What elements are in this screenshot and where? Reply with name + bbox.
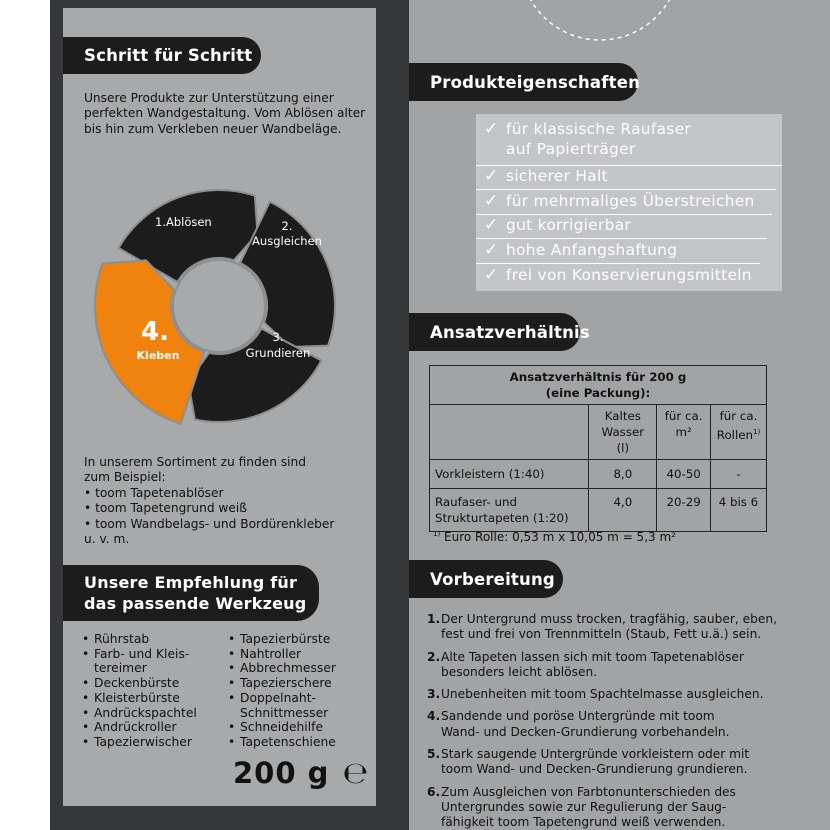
ratio-heading	[409, 313, 590, 351]
intro-line: Unsere Produkte zur Unterstützung einer	[84, 91, 334, 105]
tool-item: Schnittmesser	[240, 705, 329, 720]
tools-heading-line: Unsere Empfehlung für	[84, 573, 298, 592]
dashed-circle-decoration	[500, 0, 700, 50]
sortiment-text	[84, 455, 334, 547]
tools-list-left	[82, 632, 197, 750]
cycle-step4-label: Kleben	[136, 349, 180, 362]
property-item: ✓ hohe Anfangshaftung	[484, 240, 678, 260]
ratio-heading-text: Ansatzverhältnis	[430, 322, 590, 342]
intro-line: perfekten Wandgestaltung. Vom Ablösen alter	[84, 106, 366, 121]
tool-item: • Tapetenschiene	[228, 734, 336, 749]
tool-item: • Rührstab	[82, 632, 150, 646]
prep-step: 1. Der Untergrund muss trocken, tragfähig, sauber, eben, fest und frei von Trennmitteln (Staub, Fett u.ä.) sein.	[427, 612, 777, 642]
prep-heading	[409, 560, 563, 598]
prep-heading-text: Vorbereitung	[430, 569, 555, 589]
net-weight-value: 200 g	[233, 756, 330, 790]
property-divider	[476, 189, 776, 190]
estimated-sign-icon: ℮	[342, 756, 370, 791]
intro-text	[84, 91, 365, 137]
tool-item: • Andrückspachtel	[82, 705, 197, 720]
property-item: ✓ frei von Konservierungsmitteln	[484, 265, 752, 285]
step-heading-text: Schritt für Schritt	[84, 46, 253, 65]
property-divider	[476, 263, 760, 264]
props-heading	[409, 63, 641, 101]
table-header-empty	[430, 405, 589, 460]
cycle-step2-number: 2.	[281, 219, 293, 233]
step-heading	[63, 37, 261, 74]
cycle-step1-label: 1.Ablösen	[155, 215, 212, 229]
table-header-water: Kaltes Wasser (l)	[589, 405, 657, 460]
process-cycle-diagram	[88, 180, 350, 432]
sortiment-line: In unserem Sortiment zu finden sind	[84, 455, 307, 469]
prep-steps	[427, 612, 787, 830]
check-icon: ✓	[484, 215, 499, 235]
cycle-center	[173, 260, 265, 352]
net-weight	[233, 756, 369, 791]
left-margin	[0, 0, 50, 830]
property-item: ✓ sicherer Halt	[484, 166, 608, 186]
tool-item: • Tapezierwischer	[82, 734, 192, 749]
property-divider	[476, 238, 766, 239]
tools-heading	[63, 565, 319, 621]
cycle-step3-label: Grundieren	[245, 346, 311, 360]
tool-item: • Schneidehilfe	[228, 720, 324, 735]
tools-heading-line: das passende Werkzeug	[84, 594, 307, 613]
prep-step: 6. Zum Ausgleichen von Farbtonunterschieden des Untergrundes sowie zur Regulierung der Saug- fähigkeit toom Tapetengrund weiß verwenden.	[427, 784, 736, 830]
tool-item: tereimer	[94, 661, 147, 676]
tool-item: • Doppelnaht-	[228, 690, 316, 705]
sortiment-line: • toom Tapetengrund weiß	[84, 501, 247, 516]
check-icon: ✓	[484, 265, 499, 285]
tool-item: • Kleisterbürste	[82, 690, 180, 705]
table-row: Vorkleistern (1:40) 8,0 40-50 -	[430, 460, 767, 489]
tool-item: • Tapezierbürste	[228, 632, 331, 646]
cycle-step4-number: 4.	[141, 317, 169, 347]
check-icon: ✓	[484, 119, 499, 139]
props-heading-text: Produkteigenschaften	[430, 72, 641, 92]
cycle-step3-number: 3.	[272, 330, 284, 344]
ratio-table	[429, 365, 767, 532]
tools-list-right	[228, 632, 336, 750]
property-item: ✓ für klassische Raufaser auf Papierträger	[484, 119, 692, 158]
ratio-table-title: Ansatzverhältnis für 200 g (eine Packung):	[430, 366, 767, 405]
sortiment-line: • toom Wandbelags- und Bordürenkleber	[84, 516, 335, 531]
prep-step: 4. Sandende und poröse Untergründe mit toom Wand- und Decken-Grundierung vorbehandeln.	[427, 709, 730, 739]
property-item: ✓ für mehrmaliges Überstreichen	[484, 191, 755, 211]
tool-item: • Tapezierschere	[228, 676, 332, 691]
prep-step: 3. Unebenheiten mit toom Spachtelmasse ausgleichen.	[427, 687, 764, 702]
tool-item: • Andrückroller	[82, 720, 177, 735]
table-header-rolls: für ca. Rollen$^{1)}$	[710, 405, 766, 460]
sortiment-line: zum Beispiel:	[84, 470, 166, 485]
table-row: Raufaser- und Strukturtapeten (1:20) 4,0 20-29 4 bis 6	[430, 489, 767, 532]
check-icon: ✓	[484, 191, 499, 211]
prep-step: 5. Stark saugende Untergründe vorkleistern oder mit toom Wand- und Decken-Grundierung grundieren.	[427, 747, 750, 777]
tool-item: • Nahtroller	[228, 646, 302, 661]
check-icon: ✓	[484, 166, 499, 186]
check-icon: ✓	[484, 240, 499, 260]
tool-item: • Farb- und Kleis-	[82, 646, 190, 661]
property-item: ✓ gut korrigierbar	[484, 215, 632, 235]
tool-item: • Abbrechmesser	[228, 661, 336, 676]
table-footnote: $^{1)}$ Euro Rolle: 0,53 m x 10,05 m = 5,3 m²	[433, 530, 676, 544]
cycle-step2-label: Ausgleichen	[252, 234, 322, 248]
tool-item: • Deckenbürste	[82, 676, 180, 691]
prep-step: 2. Alte Tapeten lassen sich mit toom Tapetenablöser besonders leicht ablösen.	[427, 649, 744, 679]
sortiment-line: u. v. m.	[84, 532, 130, 547]
sortiment-line: • toom Tapetenablöser	[84, 485, 224, 500]
intro-line: bis hin zum Verkleben neuer Wandbeläge.	[84, 121, 342, 136]
table-header-m2: für ca. m²	[657, 405, 711, 460]
